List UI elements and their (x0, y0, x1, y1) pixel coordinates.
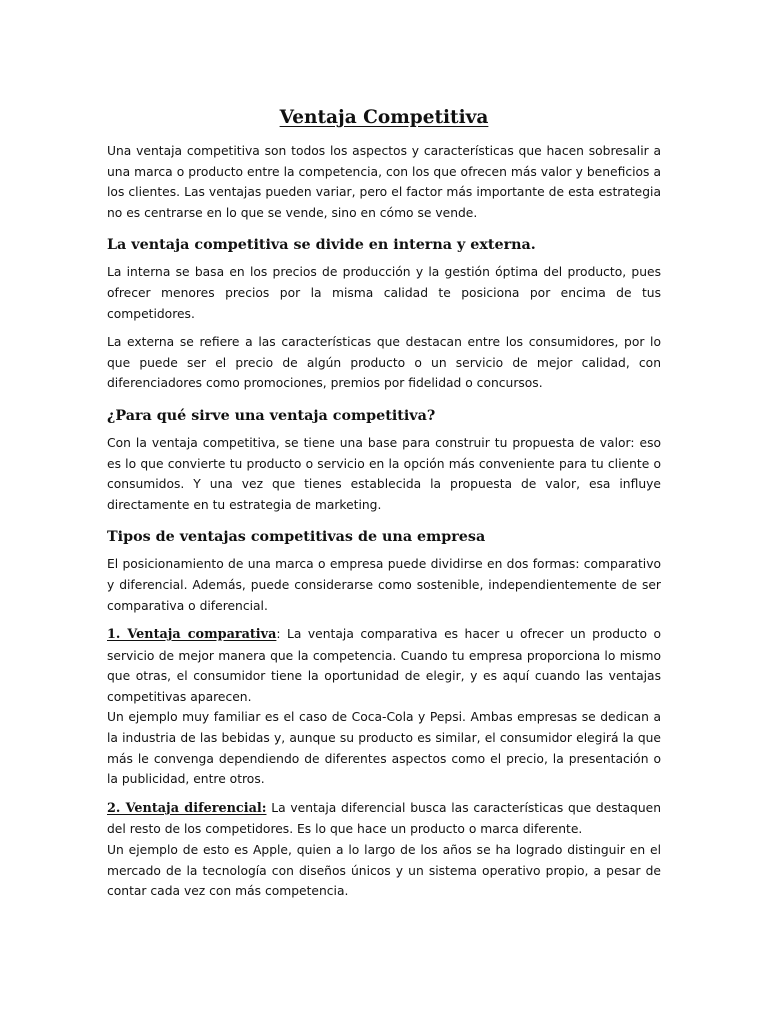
item-ventaja-diferencial (107, 798, 661, 840)
section-heading-para-que-sirve: ¿Para qué sirve una ventaja competitiva? (107, 407, 436, 424)
ventaja-diferencial-label: 2. Ventaja diferencial: (107, 800, 267, 816)
section-heading-interna-externa: La ventaja competitiva se divide en interna y externa. (107, 237, 536, 254)
ventaja-comparativa-label: 1. Ventaja comparativa (107, 627, 277, 643)
ventaja-diferencial-text: La ventaja diferencial busca las características que destaquen del resto de los competidores. Es lo que hace un producto o marca diferente. (107, 800, 661, 837)
ventaja-comparativa-text: : La ventaja comparativa es hacer u ofrecer un producto o servicio de mejor manera que la competencia. Cuando tu empresa proporciona lo mismo que otras, el consumidor tiene la oportunidad de elegir, y es aquí cuando las ventajas competitivas aparecen. (107, 627, 661, 704)
item-ventaja-comparativa (107, 624, 661, 707)
document-title: Ventaja Competitiva (279, 107, 489, 128)
paragraph-para-que-sirve: Con la ventaja competitiva, se tiene una base para construir tu propuesta de valor: eso es lo que convierte tu producto o servicio en la opción más conveniente para tu cliente o consumidos. Y una vez que tienes establecida la propuesta de valor, esa influye directamente en tu estrategia de marketing. (107, 435, 661, 512)
ventaja-comparativa-example: Un ejemplo muy familiar es el caso de Coca-Cola y Pepsi. Ambas empresas se dedican a la industria de las bebidas y, aunque su producto es similar, el consumidor elegirá la que más le convenga dependiendo de diferentes aspectos como el precio, la presentación o la publicidad, entre otros. (107, 710, 661, 787)
section-heading-tipos: Tipos de ventajas competitivas de una empresa (107, 529, 486, 546)
paragraph-externa: La externa se refiere a las características que destacan entre los consumidores, por lo que puede ser el precio de algún producto o un servicio de mejor calidad, con diferenciadores como promociones, premios por fidelidad o concursos. (107, 335, 661, 391)
ventaja-diferencial-example: Un ejemplo de esto es Apple, quien a lo largo de los años se ha logrado distinguir en el mercado de la tecnología con diseños únicos y un sistema operativo propio, a pesar de contar cada vez con más competencia. (107, 843, 661, 899)
paragraph-posicionamiento: El posicionamiento de una marca o empresa puede dividirse en dos formas: comparativo y diferencial. Además, puede considerarse como sostenible, independientemente de ser comparativa o diferencial. (107, 557, 661, 613)
intro-paragraph: Una ventaja competitiva son todos los aspectos y características que hacen sobresalir a una marca o producto entre la competencia, con los que ofrecen más valor y beneficios a los clientes. Las ventajas pueden variar, pero el factor más importante de esta estrategia no es centrarse en lo que se vende, sino en cómo se vende. (107, 144, 661, 220)
paragraph-interna: La interna se basa en los precios de producción y la gestión óptima del producto, pues ofrecer menores precios por la misma calidad te posiciona por encima de tus competidores. (107, 265, 661, 321)
